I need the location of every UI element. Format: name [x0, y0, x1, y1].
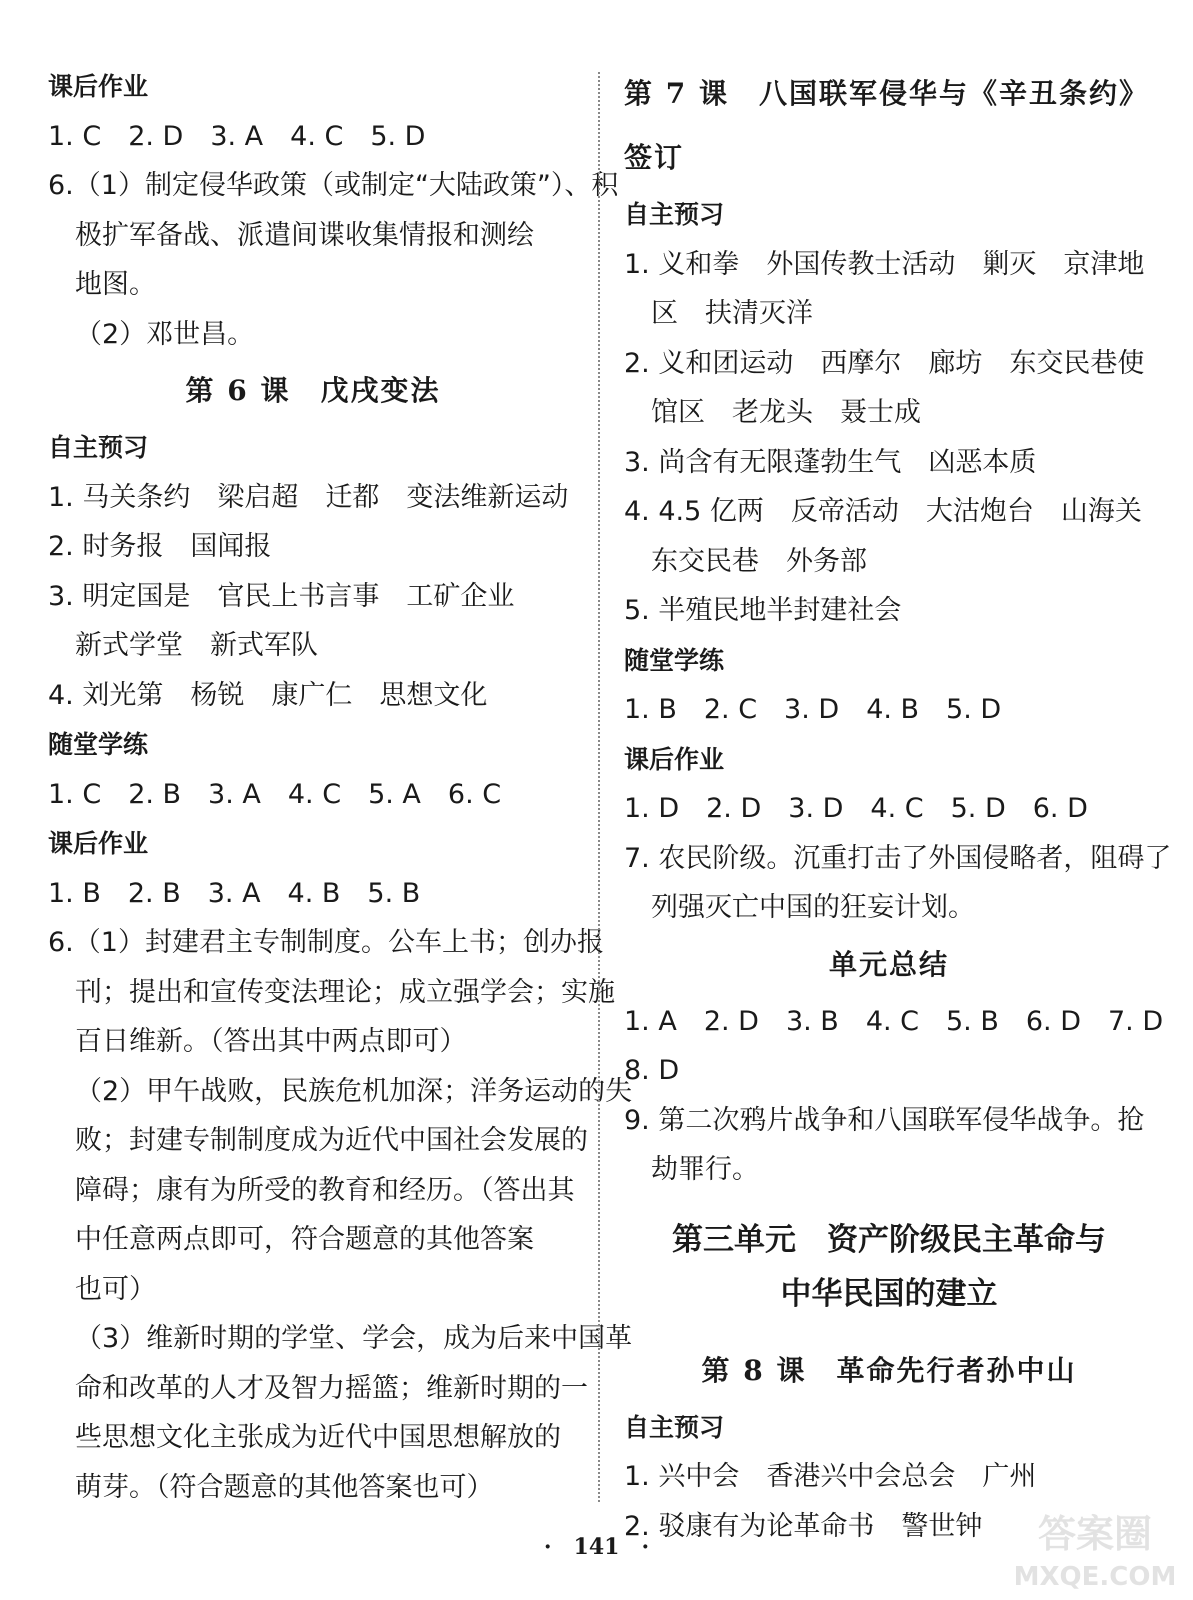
lesson-8-title: 第 8 课 革命先行者孙中山	[701, 1353, 1077, 1387]
answer-line: 9. 第二次鸦片战争和八国联军侵华战争。抢	[624, 1104, 1145, 1136]
right-column	[624, 62, 1172, 1551]
answer-line: 馆区 老龙头 聂士成	[651, 397, 921, 428]
answer-line: 也可）	[75, 1273, 156, 1305]
answer-line: 6.（1）封建君主专制制度。公车上书；创办报	[48, 927, 604, 958]
answer-line: 3. 尚含有无限蓬勃生气 凶恶本质	[624, 446, 1037, 478]
answer-line: 1. B 2. B 3. A 4. B 5. B	[48, 877, 421, 909]
answer-line: 2. 时务报 国闻报	[48, 531, 272, 562]
answer-line: 3. 明定国是 官民上书言事 工矿企业	[48, 580, 515, 612]
section-heading-homework: 课后作业	[48, 829, 149, 858]
unit-3-title: 中华民国的建立	[780, 1275, 998, 1312]
answer-line: （2）甲午战败，民族危机加深；洋务运动的失	[75, 1075, 633, 1107]
answer-line: 百日维新。（答出其中两点即可）	[75, 1026, 467, 1057]
column-divider	[598, 72, 600, 1502]
answer-line: 2. 驳康有为论革命书 警世钟	[624, 1510, 983, 1542]
section-heading-homework: 课后作业	[48, 72, 149, 101]
section-heading-preview: 自主预习	[624, 1412, 725, 1442]
answer-line: 区 扶清灭洋	[651, 298, 813, 329]
answer-line: 败；封建专制制度成为近代中国社会发展的	[75, 1125, 588, 1156]
answer-line: 1. 马关条约 梁启超 迁都 变法维新运动	[48, 481, 569, 513]
answer-line: 1. C 2. B 3. A 4. C 5. A 6. C	[48, 778, 502, 810]
answer-line: 些思想文化主张成为近代中国思想解放的	[75, 1422, 561, 1453]
answer-line: 中任意两点即可，符合题意的其他答案	[75, 1224, 534, 1255]
answer-line: 5. 半殖民地半封建社会	[624, 595, 902, 626]
answer-line: 劫罪行。	[651, 1154, 759, 1185]
answer-line: 刊；提出和宣传变法理论；成立强学会；实施	[75, 976, 615, 1008]
section-heading-homework: 课后作业	[624, 744, 725, 774]
answer-line: 1. C 2. D 3. A 4. C 5. D	[48, 120, 426, 152]
answer-line: （2）邓世昌。	[75, 318, 255, 350]
section-heading-practice: 随堂学练	[624, 645, 725, 675]
section-heading-preview: 自主预习	[48, 433, 149, 462]
lesson-6-title: 第 6 课 戊戌变法	[185, 374, 441, 407]
answer-line: 1. D 2. D 3. D 4. C 5. D 6. D	[624, 793, 1088, 824]
answer-line: 1. B 2. C 3. D 4. B 5. D	[624, 694, 1002, 725]
answer-line: 地图。	[75, 269, 156, 300]
unit-summary-title: 单元总结	[828, 947, 949, 981]
answer-line: 命和改革的人才及智力摇篮；维新时期的一	[75, 1372, 588, 1404]
answer-line: 7. 农民阶级。沉重打击了外国侵略者，阻碍了	[624, 842, 1172, 874]
watermark-logo	[1000, 1505, 1185, 1595]
section-heading-practice: 随堂学练	[48, 730, 149, 759]
answer-line: 2. 义和团运动 西摩尔 廊坊 东交民巷使	[624, 347, 1145, 379]
answer-line: 4. 刘光第 杨锐 康广仁 思想文化	[48, 679, 488, 711]
watermark-bottom-text: MXQE.COM	[1013, 1562, 1177, 1592]
section-heading-preview: 自主预习	[624, 200, 725, 229]
answer-line: （3）维新时期的学堂、学会，成为后来中国革	[75, 1323, 633, 1354]
answer-line: 6.（1）制定侵华政策（或制定“大陆政策”）、积	[48, 170, 619, 201]
answer-line: 东交民巷 外务部	[651, 545, 867, 577]
answer-line: 1. 兴中会 香港兴中会总会 广州	[624, 1461, 1037, 1492]
answer-line: 1. 义和拳 外国传教士活动 剿灭 京津地	[624, 248, 1145, 280]
answer-line: 萌芽。（符合题意的其他答案也可）	[75, 1471, 494, 1503]
watermark-top-text: 答案圈	[1037, 1512, 1153, 1556]
answer-line: 8. D	[624, 1055, 680, 1086]
answer-line: 1. A 2. D 3. B 4. C 5. B 6. D 7. D	[624, 1005, 1164, 1037]
answer-line: 4. 4.5 亿两 反帝活动 大沽炮台 山海关	[624, 496, 1142, 527]
page-number: · 141 ·	[543, 1534, 650, 1560]
answer-line: 极扩军备战、派遣间谍收集情报和测绘	[75, 219, 534, 251]
answer-line: 列强灭亡中国的狂妄计划。	[651, 892, 975, 923]
answer-line: 障碍；康有为所受的教育和经历。（答出其	[75, 1174, 575, 1206]
unit-3-title: 第三单元 资产阶级民主革命与	[672, 1221, 1106, 1258]
left-column	[48, 62, 633, 1512]
lesson-7-title: 第 7 课 八国联军侵华与《辛丑条约》签订	[624, 77, 1149, 174]
answer-line: 新式学堂 新式军队	[75, 630, 318, 661]
